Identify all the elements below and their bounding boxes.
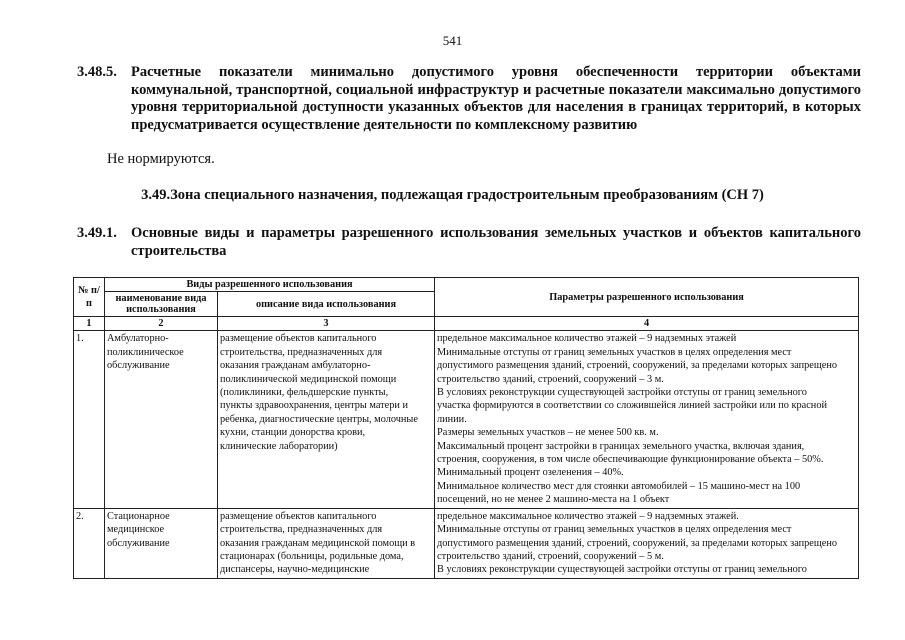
cell-text-line: Минимальные отступы от границ земельных участков в целях определения мест xyxy=(437,346,792,358)
column-number: 2 xyxy=(105,317,218,331)
cell-text-line: медицинское xyxy=(107,524,165,536)
cell-text-line: участка формируются в соответствии со сложившейся линией застройки или по красной xyxy=(437,400,827,412)
cell-text-line: Минимальные отступы от границ земельных участков в целях определения мест xyxy=(437,524,792,536)
use-type-name xyxy=(105,331,218,508)
cell-text-line: строительство зданий, строений, сооружений – 5 м. xyxy=(437,550,664,562)
cell-text-line: строительства, предназначенных для xyxy=(220,524,383,536)
cell-text-line: Амбулаторно- xyxy=(107,333,169,345)
cell-text-line: Минимальный процент озеленения – 40%. xyxy=(437,467,624,479)
cell-text-line: допустимого размещения зданий, строений, сооружений, за пределами которых запрещено xyxy=(437,360,838,372)
cell-text-line: строительства, предназначенных для xyxy=(220,346,383,358)
section-body-text: Не нормируются. xyxy=(107,151,215,167)
column-number-row xyxy=(74,317,859,331)
cell-text-line: поликлинической медицинской помощи xyxy=(220,373,397,385)
cell-text-line: диспансеры, научно-медицинские xyxy=(220,564,370,576)
cell-text-line: предельное максимальное количество этажей – 9 надземных этажей. xyxy=(437,510,739,522)
cell-text-line: стационарах (больницы, родильные дома, xyxy=(220,550,404,562)
cell-text-line: Максимальный процент застройки в границах земельного участка, включая здания, xyxy=(437,440,805,452)
cell-text-line: (поликлиники, фельдшерские пункты, xyxy=(220,387,389,399)
use-parameters xyxy=(435,331,859,508)
header-types-group: Виды разрешенного использования xyxy=(105,278,435,292)
cell-text-line: строения, сооружения, в том числе обеспечивающие функционирование объекта – 50%. xyxy=(437,454,824,466)
cell-text-line: Размеры земельных участков – не менее 500 кв. м. xyxy=(437,427,659,439)
cell-text-line: В условиях реконструкции существующей застройки отступы от границ земельного xyxy=(437,564,807,576)
cell-text-line: размещение объектов капитального xyxy=(220,333,377,345)
header-params: Параметры разрешенного использования xyxy=(435,278,859,317)
cell-text-line: В условиях реконструкции существующей застройки отступы от границ земельного xyxy=(437,387,807,399)
row-number: 2. xyxy=(74,508,105,578)
table-row xyxy=(74,331,859,508)
header-name: наименование вида использования xyxy=(105,292,218,317)
table-header-row xyxy=(74,278,859,292)
cell-text-line: пункты здравоохранения, центры матери и xyxy=(220,400,408,412)
cell-text-line: линии. xyxy=(437,413,467,425)
cell-text-line: Минимальное количество мест для стоянки автомобилей – 15 машино-мест на 100 xyxy=(437,480,801,492)
cell-text-line: оказания гражданам медицинской помощи в xyxy=(220,537,416,549)
column-number: 4 xyxy=(435,317,859,331)
section-number-3-48-5: 3.48.5. xyxy=(77,64,117,80)
cell-text-line: оказания гражданам амбулаторно- xyxy=(220,360,371,372)
header-num: № п/п xyxy=(74,278,105,317)
header-description: описание вида использования xyxy=(218,292,435,317)
cell-text-line: Стационарное xyxy=(107,510,170,522)
cell-text-line: предельное максимальное количество этажей – 9 надземных этажей xyxy=(437,333,737,345)
page-number: 541 xyxy=(442,33,463,48)
cell-text-line: допустимого размещения зданий, строений, сооружений, за пределами которых запрещено xyxy=(437,537,838,549)
use-parameters xyxy=(435,508,859,578)
section-title-3-48-5: Расчетные показатели минимально допустимого уровня обеспеченности территории объектами коммунальной, транспортной, социальной инфраструктур и расчетные показатели максимально допустимого уровня территориальной доступности указанных объектов для населения в границах территорий, в которых предусматривается осуществление деятельности по комплексному развитию xyxy=(131,64,861,133)
section-number-3-49-1: 3.49.1. xyxy=(77,225,117,241)
column-number: 3 xyxy=(218,317,435,331)
zone-heading-3-49: 3.49.Зона специального назначения, подлежащая градостроительным преобразованиям (СН 7) xyxy=(141,187,764,203)
cell-text-line: строительство зданий, строений, сооружений – 3 м. xyxy=(437,373,664,385)
section-title-3-49-1: Основные виды и параметры разрешенного использования земельных участков и объектов капитального строительства xyxy=(131,225,861,259)
cell-text-line: клинические лаборатории) xyxy=(220,440,338,452)
cell-text-line: ребенка, диагностические центры, молочные xyxy=(220,413,418,425)
cell-text-line: кухни, станции донорства крови, xyxy=(220,427,366,439)
use-type-description xyxy=(218,331,435,508)
use-type-description xyxy=(218,508,435,578)
cell-text-line: посещений, но не менее 2 машино-места на 1 объект xyxy=(437,494,670,506)
cell-text-line: обслуживание xyxy=(107,360,170,372)
column-number: 1 xyxy=(74,317,105,331)
row-number: 1. xyxy=(74,331,105,508)
cell-text-line: поликлиническое xyxy=(107,346,184,358)
land-use-parameters-table xyxy=(73,277,859,579)
use-type-name xyxy=(105,508,218,578)
cell-text-line: обслуживание xyxy=(107,537,170,549)
cell-text-line: размещение объектов капитального xyxy=(220,510,377,522)
table-row xyxy=(74,508,859,578)
